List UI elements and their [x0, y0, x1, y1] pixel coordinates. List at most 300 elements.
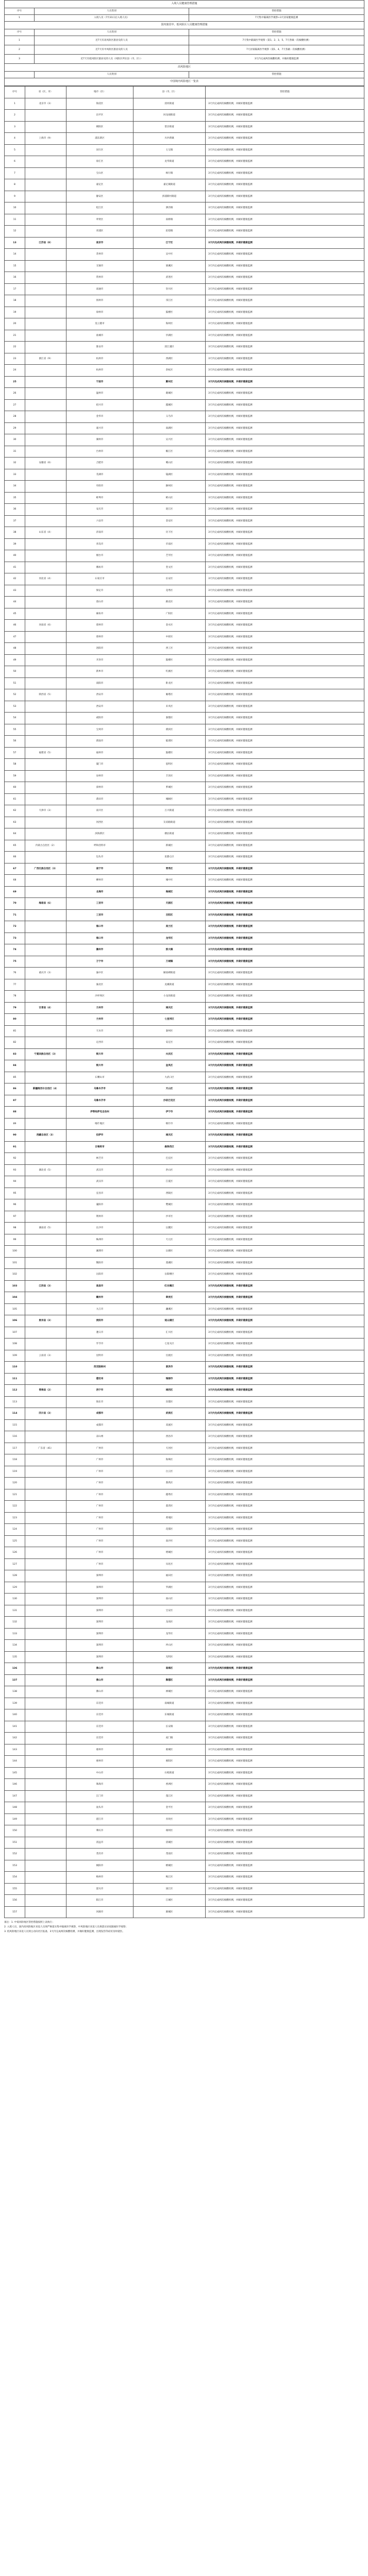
row-province [25, 1037, 66, 1049]
row-district: 颍州区 [133, 481, 206, 493]
row-province [25, 654, 66, 666]
row-district: 荔湾区 [133, 1501, 206, 1513]
row-city: 盐城市 [66, 330, 133, 342]
row-district: 沙依巴克区 [133, 1095, 206, 1107]
row-index: 63 [5, 817, 25, 828]
row-index: 69 [5, 886, 25, 898]
table-row [5, 1338, 364, 1350]
row-measure: 3天内完成两次核酸检测，并做好健康监测 [206, 840, 364, 852]
table-row [5, 399, 364, 411]
table-row [5, 1048, 364, 1060]
row-district: 兴庆区 [133, 1048, 206, 1060]
row-district: 红旗区 [133, 666, 206, 678]
row-district: 七宝镇 [133, 144, 206, 156]
row-district: 亭湖区 [133, 330, 206, 342]
table-row [5, 1292, 364, 1304]
row-city: 扬州市 [66, 295, 133, 307]
row-index: 48 [5, 643, 25, 655]
row-district: 迎江区 [133, 504, 206, 516]
row-index: 46 [5, 620, 25, 632]
col-header-district: 县（市、区） [133, 87, 206, 98]
row-city: 杭州市 [66, 353, 133, 365]
row-city: 唐山市 [66, 597, 133, 608]
row-index: 80 [5, 1014, 25, 1026]
row-measure: 3天内完成两次核酸检测，并做好健康监测 [206, 167, 364, 179]
table-row [5, 1489, 364, 1501]
row-province [25, 666, 66, 678]
row-city: 开封市 [66, 654, 133, 666]
row-district: 西昌市 [133, 1431, 206, 1443]
row-district: 龙溪街道 [133, 979, 206, 991]
row-province [25, 1825, 66, 1837]
row-district: 端州区 [133, 1825, 206, 1837]
row-index: 14 [5, 249, 25, 261]
row-province [25, 1512, 66, 1524]
table-row [5, 1072, 364, 1083]
row-province [25, 1709, 66, 1721]
row-city: 韶关市 [66, 1883, 133, 1895]
row-measure: 3天内完成两次核酸检测，并做好健康监测 [206, 1025, 364, 1037]
row-measure: 3天内完成两次核酸检测，并做好健康监测 [206, 1651, 364, 1663]
table-row [5, 249, 364, 261]
row-district: 岳阳楼区 [133, 1269, 206, 1281]
table-row [5, 283, 364, 295]
row-measure: 3天内完成两次核酸检测，并做好健康监测 [206, 1269, 364, 1281]
row-city: 厦门市 [66, 759, 133, 771]
row-city: 常州市 [66, 272, 133, 284]
table-row [5, 538, 364, 550]
row-province [25, 1269, 66, 1281]
row-province [25, 1234, 66, 1246]
row-measure: 3天内完成两次核酸检测，并做好健康监测 [206, 1802, 364, 1814]
row-index: 135 [5, 1651, 25, 1663]
row-province [25, 422, 66, 434]
row-measure: 3天内完成两次核酸检测，并做好健康监测 [206, 1408, 364, 1420]
row-measure: 3天内完成两次核酸检测，并做好健康监测 [206, 736, 364, 748]
row-city: 渝中区 [66, 968, 133, 979]
table-row [5, 55, 364, 64]
row-province [25, 1454, 66, 1466]
row-city: 松江区 [66, 202, 133, 214]
row-measure: 3天内完成两次核酸检测，并做好健康监测 [206, 1570, 364, 1582]
row-measure: 3天内完成两次核酸检测，并做好健康监测 [206, 434, 364, 446]
row-index: 87 [5, 1095, 25, 1107]
table-row [5, 446, 364, 457]
row-district: 城关区 [133, 1002, 206, 1014]
row-index: 94 [5, 1176, 25, 1188]
row-city: 惠州市 [66, 1756, 133, 1768]
row-city: 拉萨市 [66, 1130, 133, 1142]
row-index: 143 [5, 1744, 25, 1756]
row-measure: 3天内完成两次核酸检测，并做好健康监测 [206, 481, 364, 493]
row-city: 绍兴市 [66, 399, 133, 411]
row-index: 1 [5, 36, 35, 45]
row-city: 渝北区 [66, 979, 133, 991]
row-province: 陕西省（5） [25, 689, 66, 701]
row-index: 125 [5, 1535, 25, 1547]
row-measure: 3天内完成两次核酸检测，并做好健康监测 [206, 1095, 364, 1107]
row-measure: 3天内完成两次核酸检测，并做好健康监测 [206, 1141, 364, 1153]
row-index: 81 [5, 1025, 25, 1037]
row-city: 西宁市 [66, 1385, 133, 1397]
row-province [25, 956, 66, 968]
row-city: 西双版纳州 [66, 1362, 133, 1374]
table-row [5, 411, 364, 423]
row-district: 塘沽街道 [133, 828, 206, 840]
table-row [5, 608, 364, 620]
row-city: 昆明市 [66, 1350, 133, 1362]
row-city: 珠海市 [66, 1779, 133, 1791]
row-district: 义乌市 [133, 411, 206, 423]
row-index: 1 [5, 15, 35, 22]
table-row [5, 1095, 364, 1107]
row-district: 秦都区 [133, 713, 206, 724]
row-province [25, 1199, 66, 1211]
row-city: 奉贤区 [66, 214, 133, 226]
row-measure: 3天内完成两次核酸检测，并做好健康监测 [206, 1362, 364, 1374]
table-row [5, 504, 364, 516]
table-row [5, 875, 364, 887]
row-city: 成都市 [66, 1419, 133, 1431]
row-district: 武进区 [133, 272, 206, 284]
row-index: 44 [5, 597, 25, 608]
row-province [25, 828, 66, 840]
row-district: 小龙坎街道 [133, 991, 206, 1003]
row-measure: 3天内完成两次核酸检测，并做好健康监测 [206, 597, 364, 608]
row-measure: 3天内完成两次核酸检测，并做好健康监测 [206, 852, 364, 863]
row-city: 苏州市 [66, 249, 133, 261]
row-city: 株洲市 [66, 1234, 133, 1246]
row-measure: 3天内完成两次核酸检测，并做好健康监测 [189, 55, 364, 64]
row-province [25, 446, 66, 457]
table-row [5, 666, 364, 678]
table-row [5, 1906, 364, 1918]
table-row [5, 689, 364, 701]
row-district: 坪山区 [133, 1640, 206, 1652]
row-city: 湛江市 [66, 1814, 133, 1825]
row-province [25, 202, 66, 214]
table-row [5, 550, 364, 562]
table-row [5, 1385, 364, 1397]
row-index: 21 [5, 330, 25, 342]
table-row [5, 713, 364, 724]
notes [4, 1920, 364, 1934]
row-measure: 3天内完成两次核酸检测，并做好健康监测 [206, 956, 364, 968]
row-measure: 3天内完成两次核酸检测，并做好健康监测 [206, 1223, 364, 1234]
row-district: 观山湖区 [133, 1315, 206, 1327]
row-province [25, 179, 66, 191]
row-district: 南湖区 [133, 422, 206, 434]
row-district: 雁塔区 [133, 689, 206, 701]
row-province [25, 886, 66, 898]
row-measure: 3天内完成两次核酸检测，并做好健康监测 [206, 1431, 364, 1443]
row-measure: 3天内完成两次核酸检测，并做好健康监测 [206, 110, 364, 122]
main-table-title: 中国境内风险地区一览表 [5, 78, 364, 86]
row-province [25, 283, 66, 295]
row-measure: 3天内完成两次核酸检测，并做好健康监测 [206, 1558, 364, 1570]
row-city: 宝鸡市 [66, 724, 133, 736]
row-province: 西藏自治区（3） [25, 1130, 66, 1142]
row-category: 近7天有中风险区旅居史的人员 [35, 45, 189, 55]
table-row [5, 307, 364, 318]
row-province [25, 481, 66, 493]
row-city: 六安市 [66, 515, 133, 527]
row-province [25, 1651, 66, 1663]
table-row [5, 1118, 364, 1130]
row-district: 梁溪区 [133, 260, 206, 272]
row-measure: 3天内完成两次核酸检测，并做好健康监测 [206, 1176, 364, 1188]
row-province [25, 736, 66, 748]
table-row [5, 677, 364, 689]
table-row [5, 133, 364, 145]
row-measure: 3天内完成两次核酸检测，并做好健康监测 [206, 156, 364, 168]
row-measure: 3天内完成两次核酸检测，并做好健康监测 [206, 562, 364, 573]
row-city: 北海市 [66, 886, 133, 898]
row-index: 42 [5, 573, 25, 585]
row-index: 89 [5, 1118, 25, 1130]
table-row [5, 1466, 364, 1478]
row-measure: 3天内完成两次核酸检测，并做好健康监测 [206, 1779, 364, 1791]
row-city: 漳州市 [66, 782, 133, 794]
row-city: 海淀区 [66, 98, 133, 110]
row-city: 茂名市 [66, 1849, 133, 1860]
row-province [25, 782, 66, 794]
row-city: 广州市 [66, 1558, 133, 1570]
row-district: 解放碑街道 [133, 968, 206, 979]
col-header-category: 人员类别 [35, 8, 189, 15]
row-index: 7 [5, 167, 25, 179]
row-measure: 3天内完成两次核酸检测，并做好健康监测 [206, 1501, 364, 1513]
note-line: 3. 低风险地区来返人员须主动向社区报备，3天内完成两次核酸检测，并做好健康监测，出现发热等症状及时就医。 [4, 1930, 125, 1933]
blank-cell [5, 72, 35, 78]
row-index: 23 [5, 353, 25, 365]
row-index: 2 [5, 45, 35, 55]
table-row [5, 167, 364, 179]
row-city: 揭阳市 [66, 1860, 133, 1872]
row-province [25, 1338, 66, 1350]
row-index: 129 [5, 1582, 25, 1594]
row-district: 虎门镇 [133, 1733, 206, 1744]
row-index: 116 [5, 1431, 25, 1443]
row-measure: 3天内完成两次核酸检测，并做好健康监测 [206, 492, 364, 504]
row-district: 景洪市 [133, 1362, 206, 1374]
row-district: 白云区 [133, 1466, 206, 1478]
row-index: 90 [5, 1130, 25, 1142]
table-row [5, 214, 364, 226]
table-row [5, 1246, 364, 1258]
row-city: 西安市 [66, 701, 133, 713]
row-province [25, 1594, 66, 1605]
row-province [25, 226, 66, 238]
row-district: 彭浦新村街道 [133, 191, 206, 202]
row-measure: 3天内完成两次核酸检测，并做好健康监测 [206, 747, 364, 759]
note-line: 2. 入境人员、国内高风险地区来返人员须严格落实集中隔离医学观察，中风险地区来返人员须落实居家隔离医学观察； [4, 1926, 128, 1928]
row-category: 入境人员（7月31日后入境人员） [35, 15, 189, 22]
row-district: 光明区 [133, 1651, 206, 1663]
row-measure: 3天内完成两次核酸检测，并做好健康监测 [206, 1640, 364, 1652]
row-measure: 3天内完成两次核酸检测，并做好健康监测 [206, 1709, 364, 1721]
row-province [25, 1489, 66, 1501]
row-district: 蓬江区 [133, 1790, 206, 1802]
row-measure: 3天内完成两次核酸检测，并做好健康监测 [206, 1512, 364, 1524]
row-index: 107 [5, 1327, 25, 1338]
row-measure: 3天内完成两次核酸检测，并做好健康监测 [206, 1072, 364, 1083]
row-measure: 3天内完成两次核酸检测，并做好健康监测 [206, 1594, 364, 1605]
row-district: 花都区 [133, 1524, 206, 1536]
row-province [25, 318, 66, 330]
row-city: 银川市 [66, 1060, 133, 1072]
row-city: 东莞市 [66, 1721, 133, 1733]
row-district: 桑珠孜区 [133, 1141, 206, 1153]
row-province [25, 1176, 66, 1188]
row-index: 95 [5, 1188, 25, 1199]
row-district: 汇川区 [133, 1327, 206, 1338]
row-index: 97 [5, 1211, 25, 1223]
row-province [25, 1327, 66, 1338]
row-measure: 3天内完成两次核酸检测，并做好健康监测 [206, 260, 364, 272]
table-inbound [4, 0, 364, 86]
row-measure: 3天内完成两次核酸检测，并做好健康监测 [206, 968, 364, 979]
row-district: 泗泾镇 [133, 202, 206, 214]
row-province [25, 1060, 66, 1072]
row-index: 61 [5, 793, 25, 805]
row-measure: 3天内完成两次核酸检测，并做好健康监测 [206, 1663, 364, 1675]
table-row [5, 1199, 364, 1211]
row-province: 江苏省（8） [25, 237, 66, 249]
row-measure: 3天内完成两次核酸检测，并做好健康监测 [206, 944, 364, 956]
row-index: 149 [5, 1814, 25, 1825]
table-row [5, 469, 364, 481]
table-row [5, 1269, 364, 1281]
row-province [25, 156, 66, 168]
row-index: 75 [5, 956, 25, 968]
row-district: 越秀区 [133, 1489, 206, 1501]
row-district: 吉阳区 [133, 909, 206, 921]
row-measure: 3天内完成两次核酸检测，并做好健康监测 [206, 1419, 364, 1431]
row-province [25, 1582, 66, 1594]
row-district: 昆都仑区 [133, 852, 206, 863]
table-row [5, 202, 364, 214]
row-measure: 3天内完成两次核酸检测，并做好健康监测 [206, 1350, 364, 1362]
row-index: 98 [5, 1223, 25, 1234]
table-row [5, 979, 364, 991]
row-city: 湖州市 [66, 434, 133, 446]
row-city: 东莞市 [66, 1733, 133, 1744]
row-index: 137 [5, 1674, 25, 1686]
row-index: 103 [5, 1280, 25, 1292]
row-measure: 3天内完成两次核酸检测，并做好健康监测 [206, 689, 364, 701]
row-province [25, 1883, 66, 1895]
row-measure: 3天内完成两次核酸检测，并做好健康监测 [206, 875, 364, 887]
row-city: 长沙市 [66, 1223, 133, 1234]
row-district: 芝罘区 [133, 550, 206, 562]
row-district: 宝安区 [133, 1605, 206, 1617]
row-province [25, 1153, 66, 1165]
row-measure: 3天内完成两次核酸检测，并做好健康监测 [206, 527, 364, 539]
row-index: 114 [5, 1408, 25, 1420]
row-measure: 3天内完成两次核酸检测，并做好健康监测 [206, 1002, 364, 1014]
row-province [25, 1362, 66, 1374]
row-district: 红谷滩区 [133, 1280, 206, 1292]
row-district: 金平区 [133, 1802, 206, 1814]
row-province [25, 1872, 66, 1884]
row-province: 云南省（3） [25, 1350, 66, 1362]
row-city: 温州市 [66, 388, 133, 400]
row-district: 思明区 [133, 759, 206, 771]
row-index: 104 [5, 1292, 25, 1304]
row-city: 遵义市 [66, 1327, 133, 1338]
table-row [5, 110, 364, 122]
row-index: 152 [5, 1849, 25, 1860]
row-city: 深圳市 [66, 1570, 133, 1582]
row-district: 金水区 [133, 620, 206, 632]
row-index: 31 [5, 446, 25, 457]
table-row [5, 36, 364, 45]
table-row [5, 342, 364, 353]
row-province [25, 330, 66, 342]
row-index: 2 [5, 110, 25, 122]
row-province [25, 1188, 66, 1199]
row-city: 海口市 [66, 933, 133, 944]
row-measure: 3天内完成两次核酸检测，并做好健康监测 [206, 1535, 364, 1547]
row-province: 浙江省（9） [25, 353, 66, 365]
row-city: 沙坪坝区 [66, 991, 133, 1003]
row-province [25, 631, 66, 643]
row-province [25, 1072, 66, 1083]
row-district: 七里河区 [133, 1014, 206, 1026]
row-district: 七星关区 [133, 1338, 206, 1350]
row-district: 长安区 [133, 573, 206, 585]
section2-title: 国内旅居中、低风险区人员健康管理措施 [5, 22, 364, 29]
row-city: 佛山市 [66, 1686, 133, 1698]
row-measure: 3天内完成两次核酸检测，并做好健康监测 [206, 1443, 364, 1454]
row-province [25, 1547, 66, 1559]
row-index: 47 [5, 631, 25, 643]
row-city: 成都市 [66, 1408, 133, 1420]
table-row [5, 1709, 364, 1721]
row-city: 九江市 [66, 1303, 133, 1315]
row-city: 乌鲁木齐市 [66, 1083, 133, 1095]
row-city: 深圳市 [66, 1651, 133, 1663]
row-index: 109 [5, 1350, 25, 1362]
row-province: 甘肃省（4） [25, 1002, 66, 1014]
table-row [5, 1605, 364, 1617]
row-city: 南开区 [66, 805, 133, 817]
row-city: 阳江市 [66, 1895, 133, 1907]
row-index: 130 [5, 1594, 25, 1605]
row-city: 滨海新区 [66, 828, 133, 840]
row-measure: 3天内完成两次核酸检测，并做好健康监测 [206, 504, 364, 516]
row-index: 16 [5, 272, 25, 284]
table-row [5, 1362, 364, 1374]
row-index: 100 [5, 1246, 25, 1258]
row-city: 潍坊市 [66, 562, 133, 573]
row-city: 毕节市 [66, 1338, 133, 1350]
row-district: 鹿城区 [133, 388, 206, 400]
row-province [25, 1501, 66, 1513]
row-measure: 3天内完成两次核酸检测，并做好健康监测 [206, 793, 364, 805]
row-city: 荆州市 [66, 1211, 133, 1223]
table-row [5, 1408, 364, 1420]
row-index: 134 [5, 1640, 25, 1652]
row-index: 35 [5, 492, 25, 504]
row-measure: 3天内完成两次核酸检测，并做好健康监测 [206, 1303, 364, 1315]
row-measure: 7天集中隔离医学观察+3天居家健康监测 [189, 15, 364, 22]
row-index: 39 [5, 538, 25, 550]
row-province [25, 1906, 66, 1918]
row-measure: 3天内完成两次核酸检测，并做好健康监测 [206, 1872, 364, 1884]
row-province [25, 167, 66, 179]
